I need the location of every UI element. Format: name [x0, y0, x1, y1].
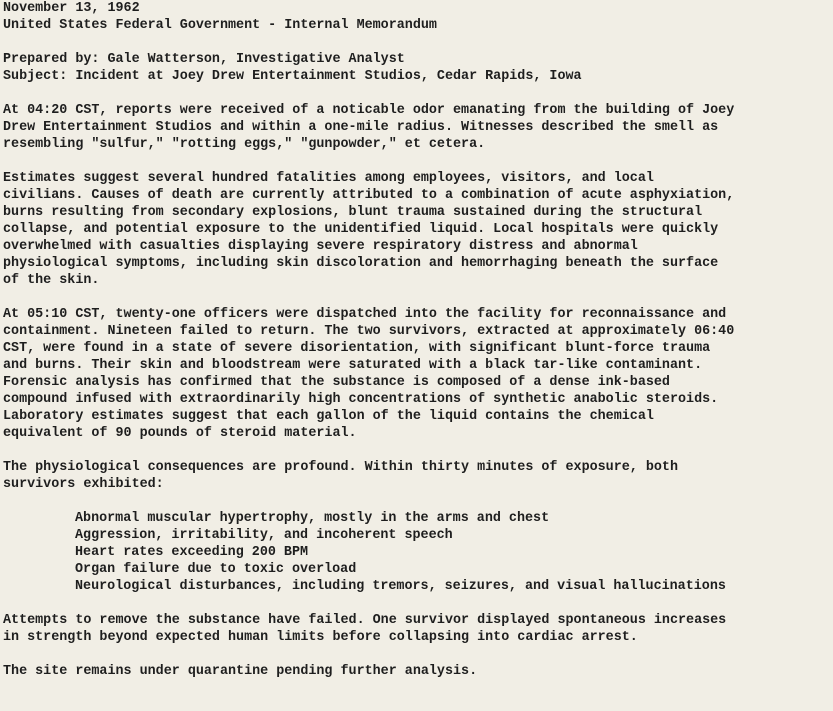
symptom-list — [3, 510, 833, 595]
memo-subject: Subject: Incident at Joey Drew Entertainment Studios, Cedar Rapids, Iowa — [3, 69, 582, 84]
text-line: in strength beyond expected human limits before collapsing into cardiac arrest. — [3, 630, 638, 645]
memo-agency: United States Federal Government - Internal Memorandum — [3, 18, 437, 33]
text-line: survivors exhibited: — [3, 477, 164, 492]
text-line: Estimates suggest several hundred fatalities among employees, visitors, and local — [3, 171, 654, 186]
text-line: equivalent of 90 pounds of steroid material. — [3, 426, 357, 441]
text-line: CST, were found in a state of severe disorientation, with significant blunt-force trauma — [3, 341, 711, 356]
text-line: Forensic analysis has confirmed that the substance is composed of a dense ink-based — [3, 375, 670, 390]
paragraph-officers — [3, 306, 833, 442]
text-line: Attempts to remove the substance have failed. One survivor displayed spontaneous increases — [3, 613, 727, 628]
text-line: At 04:20 CST, reports were received of a noticable odor emanating from the building of Joey — [3, 103, 735, 118]
paragraph-removal-attempts — [3, 612, 833, 646]
spacer — [3, 493, 833, 510]
text-line: collapse, and potential exposure to the unidentified liquid. Local hospitals were quickly — [3, 222, 719, 237]
text-line: Laboratory estimates suggest that each gallon of the liquid contains the chemical — [3, 409, 654, 424]
list-item: Heart rates exceeding 200 BPM — [75, 545, 309, 560]
text-line: and burns. Their skin and bloodstream were saturated with a black tar-like contaminant. — [3, 358, 703, 373]
text-line: At 05:10 CST, twenty-one officers were dispatched into the facility for reconnaissance and — [3, 307, 727, 322]
paragraph-fatalities — [3, 170, 833, 289]
text-line: The physiological consequences are profound. Within thirty minutes of exposure, both — [3, 460, 678, 475]
list-item: Aggression, irritability, and incoherent speech — [75, 528, 453, 543]
spacer — [3, 85, 833, 102]
paragraph-odor-report — [3, 102, 833, 153]
text-line: resembling "sulfur," "rotting eggs," "gunpowder," et cetera. — [3, 137, 486, 152]
spacer — [3, 289, 833, 306]
spacer — [3, 153, 833, 170]
list-item: Abnormal muscular hypertrophy, mostly in the arms and chest — [75, 511, 550, 526]
text-line: containment. Nineteen failed to return. The two survivors, extracted at approximately 06:40 — [3, 324, 735, 339]
text-line: physiological symptoms, including skin discoloration and hemorrhaging beneath the surface — [3, 256, 719, 271]
spacer — [3, 34, 833, 51]
paragraph-quarantine — [3, 663, 833, 680]
list-item: Organ failure due to toxic overload — [75, 562, 357, 577]
spacer — [3, 646, 833, 663]
spacer — [3, 595, 833, 612]
spacer — [3, 442, 833, 459]
text-line: of the skin. — [3, 273, 100, 288]
text-line: compound infused with extraordinarily high concentrations of synthetic anabolic steroids. — [3, 392, 719, 407]
memo-prepared-by: Prepared by: Gale Watterson, Investigative Analyst — [3, 52, 405, 67]
text-line: Drew Entertainment Studios and within a one-mile radius. Witnesses described the smell as — [3, 120, 719, 135]
list-item: Neurological disturbances, including tremors, seizures, and visual hallucinations — [75, 579, 726, 594]
memo-date: November 13, 1962 — [3, 1, 140, 16]
paragraph-consequences — [3, 459, 833, 493]
text-line: burns resulting from secondary explosions, blunt trauma sustained during the structural — [3, 205, 703, 220]
text-line: overwhelmed with casualties displaying severe respiratory distress and abnormal — [3, 239, 638, 254]
text-line: The site remains under quarantine pending further analysis. — [3, 664, 478, 679]
text-line: civilians. Causes of death are currently attributed to a combination of acute asphyxiation, — [3, 188, 735, 203]
